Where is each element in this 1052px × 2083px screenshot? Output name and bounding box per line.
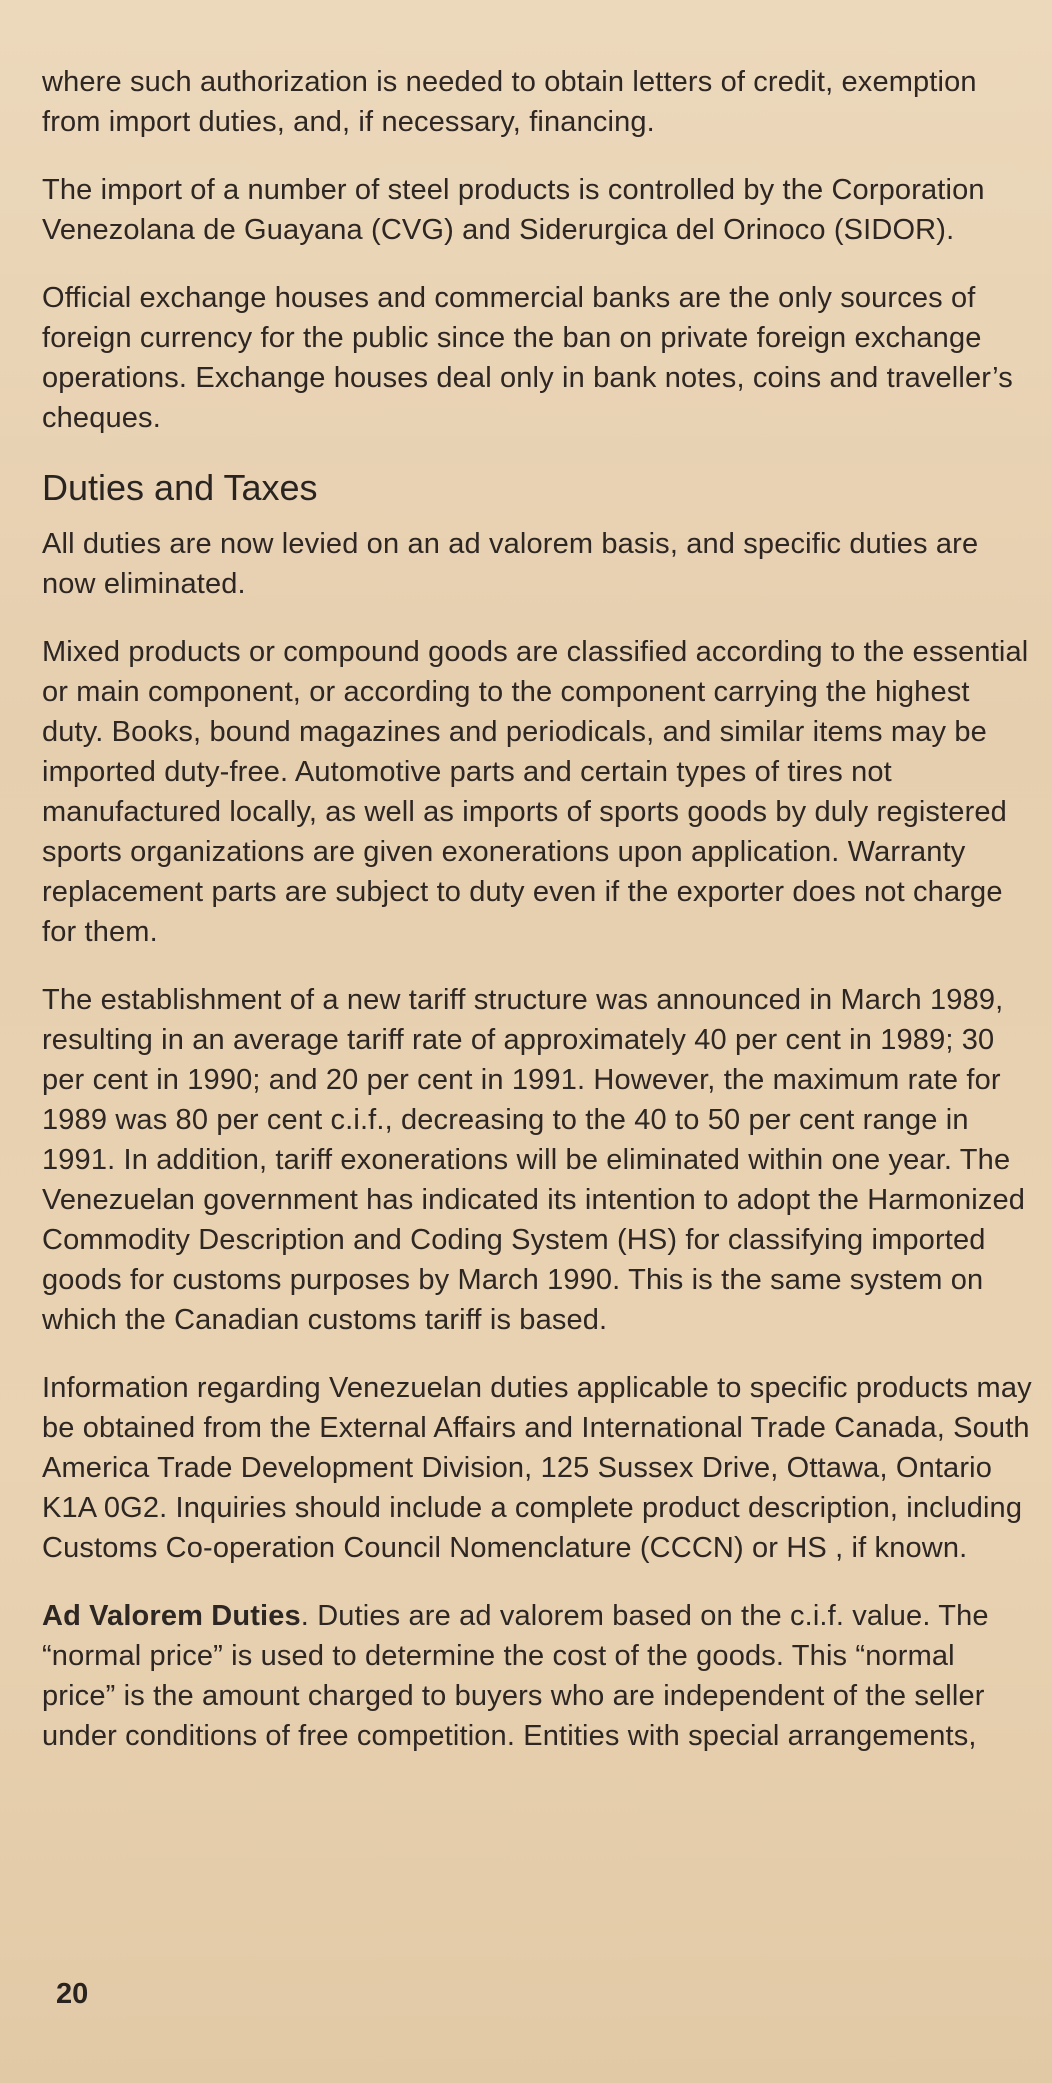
paragraph-ad-valorem-duties (42, 1596, 1032, 1756)
page-number: 20 (56, 1978, 89, 2010)
document-page (42, 62, 1032, 1784)
ad-valorem-lead: Ad Valorem Duties (42, 1600, 301, 1632)
paragraph-exchange-houses: Official exchange houses and commercial banks are the only sources of foreign currency for the public since the ban on private foreign exchange operations. Exchange houses deal only in bank notes, coins and traveller’s cheques. (42, 282, 1013, 434)
paragraph-steel-products: The import of a number of steel products is controlled by the Corporation Venezolana de Guayana (CVG) and Siderurgica del Orinoco (SIDOR). (42, 174, 985, 246)
paragraph-information-inquiries: Information regarding Venezuelan duties applicable to specific products may be obtained from the External Affairs and International Trade Canada, South America Trade Development Division, 125 Sussex Drive, Ottawa, Ontario K1A 0G2. Inquiries should include a complete product description, including Customs Co-operation Council Nomenclature (CCCN) or HS , if known. (42, 1372, 1032, 1564)
paragraph-ad-valorem-basis: All duties are now levied on an ad valorem basis, and specific duties are now eliminated. (42, 528, 979, 600)
paragraph-authorization: where such authorization is needed to obtain letters of credit, exemption from import duties, and, if necessary, financing. (42, 66, 977, 138)
ad-valorem-text: . Duties are ad valorem based on the c.i.f. value. The “normal price” is used to determine the cost of the goods. This “normal price” is the amount charged to buyers who are independent of the seller under conditions of free competition. Entities with special arrangements, (42, 1600, 989, 1752)
paragraph-tariff-structure: The establishment of a new tariff structure was announced in March 1989, resulting in an average tariff rate of approximately 40 per cent in 1989; 30 per cent in 1990; and 20 per cent in 1991. However, the maximum rate for 1989 was 80 per cent c.i.f., decreasing to the 40 to 50 per cent range in 1991. In addition, tariff exonerations will be eliminated within one year. The Venezuelan government has indicated its intention to adopt the Harmonized Commodity Description and Coding System (HS) for classifying imported goods for customs purposes by March 1990. This is the same system on which the Canadian customs tariff is based. (42, 984, 1026, 1336)
section-heading-duties-taxes: Duties and Taxes (42, 467, 318, 508)
paragraph-mixed-products: Mixed products or compound goods are classified according to the essential or main component, or according to the component carrying the highest duty. Books, bound magazines and periodicals, and similar items may be imported duty-free. Automotive parts and certain types of tires not manufactured locally, as well as imports of sports goods by duly registered sports organizations are given exonerations upon application. Warranty replacement parts are subject to duty even if the exporter does not charge for them. (42, 636, 1029, 948)
